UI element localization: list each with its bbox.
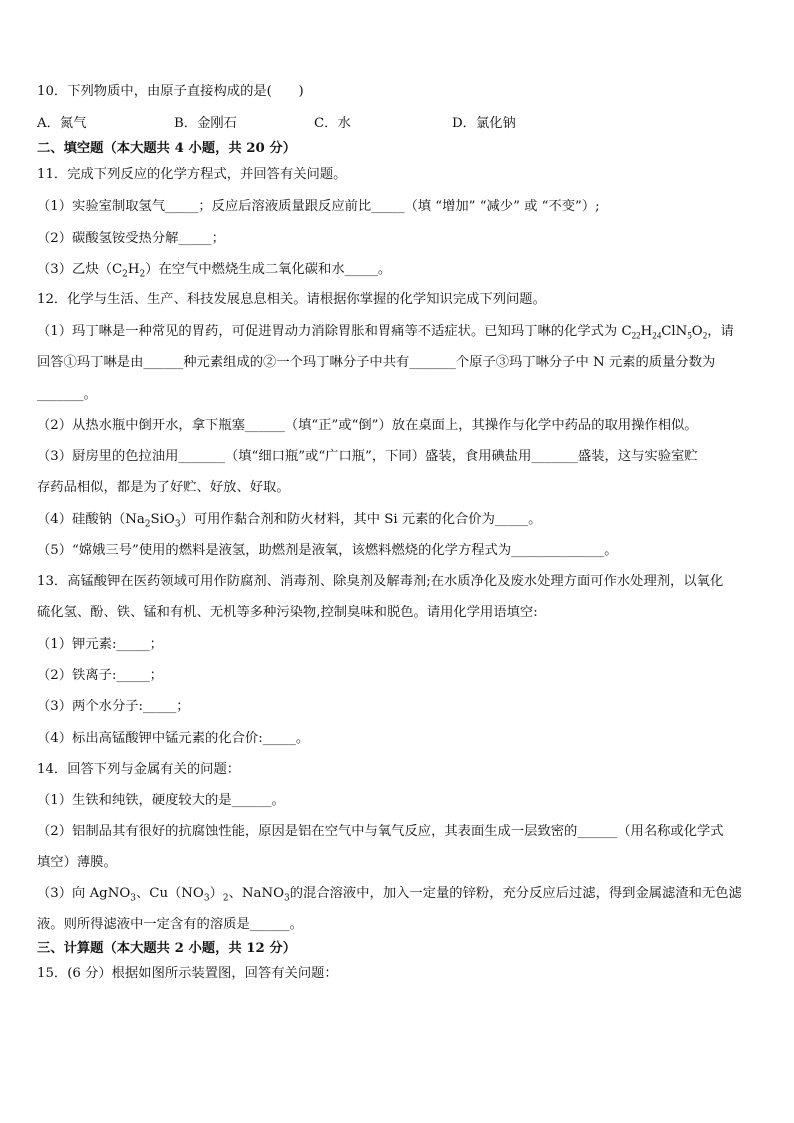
q12-part2: （2）从热水瓶中倒开水，拿下瓶塞______（填“正”或“倒”）放在桌面上，其操作与化学中药品的取用操作相似。 — [37, 418, 698, 433]
q14-part2-line1: （2）铝制品其有很好的抗腐蚀性能，原因是铝在空气中与氧气反应，其表面生成一层致密的______（用名称或化学式 — [37, 824, 724, 839]
q13-part3: （3）两个水分子:_____； — [37, 699, 190, 714]
q15-stem: 15．(6 分）根据如图所示装置图，回答有关问题： — [37, 966, 338, 981]
q10-option-a: A．氮气 — [37, 116, 87, 131]
section-3-heading: 三、计算题（本大题共 2 小题，共 12 分） — [37, 941, 297, 956]
q10-stem: 10．下列物质中，由原子直接构成的是( ) — [37, 84, 304, 99]
q12-stem: 12．化学与生活、生产、科技发展息息相关。请根据你掌握的化学知识完成下列问题。 — [37, 292, 546, 307]
q12-part3-line1: （3）厨房里的色拉油用_______（填“细口瓶”或“广口瓶”，下同）盛装，食用碘盐用_______盛装，这与实验室贮 — [37, 449, 698, 464]
q10-options — [37, 114, 757, 134]
q13-stem-line2: 硫化氢、酚、铁、锰和有机、无机等多种污染物,控制臭味和脱色。请用化学用语填空: — [37, 605, 538, 620]
q12-part3-line2: 存药品相似，都是为了好贮、好放、好取。 — [37, 480, 290, 495]
q11-part1: （1）实验室制取氢气_____；反应后溶液质量跟反应前比_____（填 “增加” “减少” 或 “不变”）; — [37, 199, 600, 214]
q13-stem-line1: 13．高锰酸钾在医药领域可用作防腐剂、消毒剂、除臭剂及解毒剂;在水质净化及废水处理方面可作水处理剂，以氧化 — [37, 574, 724, 589]
q11-stem: 11．完成下列反应的化学方程式，并回答有关问题。 — [37, 167, 347, 182]
section-2-heading: 二、填空题（本大题共 4 小题，共 20 分） — [37, 141, 297, 156]
q14-part2-line2: 填空）薄膜。 — [37, 855, 117, 870]
q13-part4: （4）标出高锰酸钾中锰元素的化合价:_____。 — [37, 731, 310, 746]
q14-stem: 14．回答下列与金属有关的问题： — [37, 762, 241, 777]
q11-part2: （2）碳酸氢铵受热分解_____； — [37, 231, 225, 246]
q10-option-d: D．氯化钠 — [452, 116, 516, 131]
q14-part3-line1: （3）向 AgNO$_3$、$Cu(NO_3)_2$、NaNO$_3$的混合溶液中，加入一定量的锌粉，充分反应后过滤，得到金属滤渣和无色滤 — [37, 886, 742, 904]
q12-part1-line2: 回答①玛丁啉是由______种元素组成的②一个玛丁啉分子中共有_______个原子③玛丁啉分子中 N 元素的质量分数为 — [37, 355, 716, 370]
q12-part5: （5）“嫦娥三号”使用的燃料是液氢，助燃剂是液氧，该燃料燃烧的化学方程式为______________。 — [37, 543, 618, 558]
q14-part3-line2: 液。则所得滤液中一定含有的溶质是______。 — [37, 917, 303, 932]
q13-part2: （2）铁离子:_____； — [37, 668, 163, 683]
q13-part1: （1）钾元素:_____； — [37, 637, 163, 652]
q12-part1-line3: _______。 — [37, 387, 97, 402]
q11-part3: （3）乙炔$(C_2H_2)$在空气中燃烧生成二氧化碳和水_____。 — [37, 262, 392, 280]
q12-part1-line1: （1）玛丁啉是一种常见的胃药，可促进胃动力消除胃胀和胃痛等不适症状。已知玛丁啉的化学式为 $C_{22}H_{24}ClN_5O_2$，请 — [37, 324, 734, 341]
q12-part4: （4）硅酸钠$(Na_2SiO_3)$可用作黏合剂和防火材料，其中 Si 元素的化合价为_____。 — [37, 512, 542, 530]
q10-option-b: B．金刚石 — [174, 116, 237, 131]
q14-part1: （1）生铁和纯铁，硬度较大的是______。 — [37, 793, 285, 808]
q10-option-c: C．水 — [314, 116, 351, 131]
